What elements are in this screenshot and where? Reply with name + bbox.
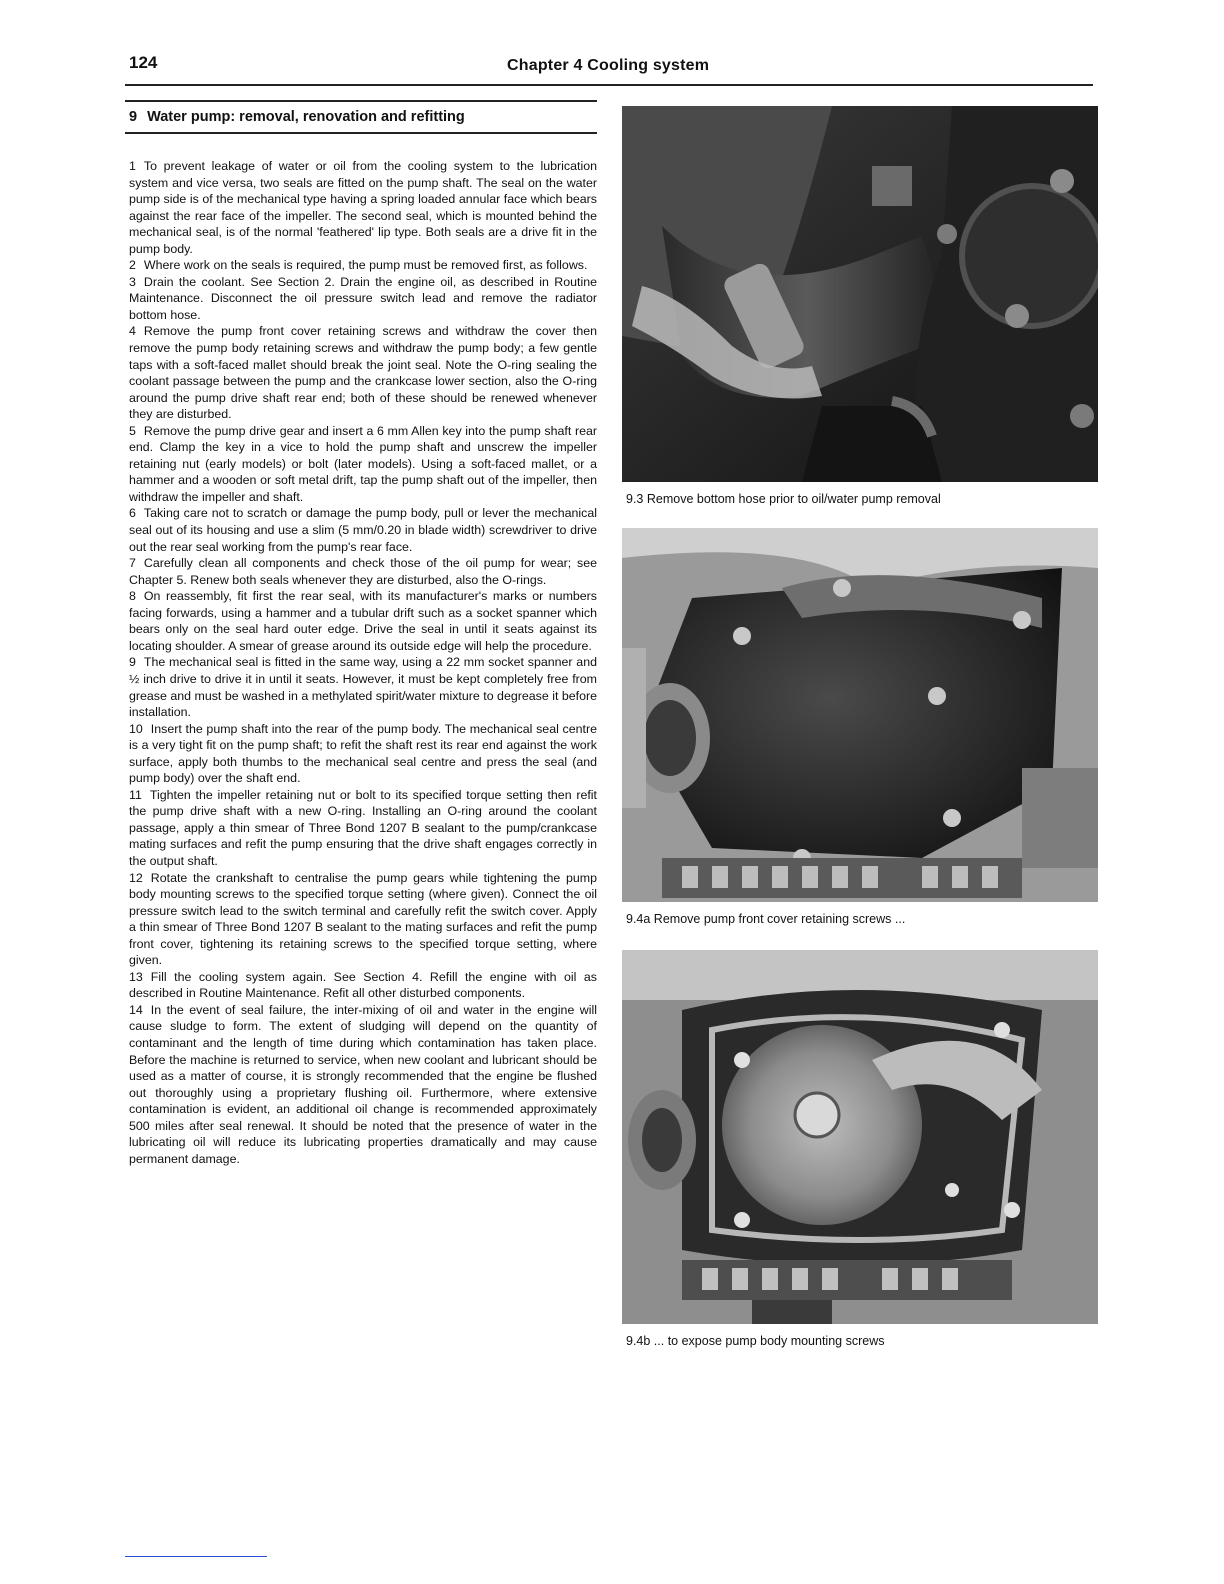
pump-body-photo	[622, 950, 1098, 1324]
paragraph-number: 8	[129, 589, 136, 604]
paragraph-text: The mechanical seal is fitted in the same way, using a 22 mm socket spanner and ½ inch drive to drive it in until it seats. However, it must be kept completely free from grease and must be washed in a methylated spirit/water mixture to degrease it before installation.	[129, 655, 597, 720]
paragraph-text: Tighten the impeller retaining nut or bolt to its specified torque setting then refit the pump drive shaft with a new O-ring. Installing an O-ring around the coolant passage, apply a thin smear of Three Bond 1207 B sealant to the pump/crankcase mating surfaces and refit the pump ensuring that the drive shaft engages correctly in the output shaft.	[129, 787, 597, 868]
paragraph-number: 10	[129, 721, 143, 736]
figure-caption: 9.4a Remove pump front cover retaining screws ...	[626, 912, 906, 926]
paragraph-text: Rotate the crankshaft to centralise the pump gears while tightening the pump body mounting screws to the specified torque setting (where given). Connect the oil pressure switch lead to the switch terminal and carefully refit the switch cover. Apply a thin smear of Three Bond 1207 B sealant to the mating surfaces and refit the pump front cover, tightening its retaining screws to the specified torque setting, where given.	[129, 870, 597, 968]
figure-9-4a	[622, 528, 1098, 926]
paragraph-number: 4	[129, 324, 136, 339]
engine-hose-photo	[622, 106, 1098, 482]
paragraph-number: 3	[129, 274, 136, 289]
paragraph	[129, 787, 597, 870]
figure-9-3	[622, 106, 1098, 506]
paragraph-number: 1	[129, 159, 136, 173]
paragraph-text: Fill the cooling system again. See Section 4. Refill the engine with oil as described in Routine Maintenance. Refit all other disturbed components.	[129, 969, 597, 1001]
paragraph-text: Remove the pump front cover retaining screws and withdraw the cover then remove the pump body retaining screws and withdraw the pump body; a few gentle taps with a soft-faced mallet should break the joint seal. Note the O-ring sealing the coolant passage between the pump and the crankcase lower section, also the O-ring around the pump drive shaft rear end; both of these should be renewed whenever they are disturbed.	[129, 324, 597, 422]
paragraph-text: Drain the coolant. See Section 2. Drain the engine oil, as described in Routine Maintenance. Disconnect the oil pressure switch lead and remove the radiator bottom hose.	[129, 274, 597, 322]
figure-photo	[622, 950, 1098, 1324]
paragraph-text: Where work on the seals is required, the pump must be removed first, as follows.	[143, 258, 588, 273]
paragraph-number: 14	[129, 1002, 143, 1017]
paragraph	[129, 969, 597, 1002]
figure-caption: 9.4b ... to expose pump body mounting screws	[626, 1334, 885, 1348]
page-header	[125, 52, 1093, 82]
paragraph-number: 12	[129, 870, 143, 885]
figure-caption: 9.3 Remove bottom hose prior to oil/water pump removal	[626, 492, 941, 506]
paragraph-text: In the event of seal failure, the inter-mixing of oil and water in the engine will cause sludge to form. The extent of sludging will depend on the quantity of contaminant and the length of time during which contamination has taken place. Before the machine is returned to service, when new coolant and lubricant should be used as a matter of course, it is strongly recommended that the engine be flushed out thoroughly using a proprietary flushing oil. Furthermore, where extensive contamination is evident, an additional oil change is recommended approximately 500 miles after seal renewal. It should be noted that the presence of water in the lubricating oil will reduce its lubricating properties dramatically and may cause permanent damage.	[129, 1002, 597, 1166]
paragraph-text: Carefully clean all components and check those of the oil pump for wear; see Chapter 5. Renew both seals whenever they are disturbed, also the O-rings.	[129, 556, 597, 587]
figure-photo	[622, 528, 1098, 902]
section-rule-top	[125, 100, 597, 102]
figure-9-4b	[622, 950, 1098, 1348]
paragraph-text: On reassembly, fit first the rear seal, with its manufacturer's marks or numbers facing forwards, using a hammer and a tubular drift such as a socket spanner which bears only on the seal hard outer edge. Drive the seal in until it seats against its locating shoulder. A smear of grease around its outside edge will help the procedure.	[129, 589, 597, 653]
paragraph-text: Taking care not to scratch or damage the pump body, pull or lever the mechanical seal out of its housing and use a slim (5 mm/0.20 in blade width) screwdriver to drive out the rear seal working from the pump's rear face.	[129, 506, 597, 554]
paragraph-number: 7	[129, 556, 136, 571]
paragraph-number: 2	[129, 258, 136, 273]
section-rule-bottom	[125, 132, 597, 134]
paragraph-number: 9	[129, 655, 136, 670]
section-heading	[129, 109, 597, 125]
paragraph-number: 6	[129, 506, 136, 521]
paragraph-text: Insert the pump shaft into the rear of the pump body. The mechanical seal centre is a very tight fit on the pump shaft; to refit the shaft rest its rear end against the work surface, apply both thumbs to the mechanical seal centre and press the seal (and pump body) over the shaft end.	[129, 721, 597, 786]
text-column	[125, 100, 597, 1167]
footer-rule	[125, 1556, 267, 1557]
paragraph	[129, 555, 597, 588]
paragraph	[129, 158, 597, 257]
paragraph	[129, 323, 597, 422]
paragraph	[129, 505, 597, 555]
paragraph	[129, 423, 597, 506]
paragraph-number: 5	[129, 423, 136, 438]
pump-cover-photo	[622, 528, 1098, 902]
header-rule	[125, 84, 1093, 86]
figure-photo	[622, 106, 1098, 482]
paragraph	[129, 1002, 597, 1167]
page-number: 124	[129, 53, 158, 72]
paragraph	[129, 654, 597, 720]
paragraph-text: Remove the pump drive gear and insert a 6 mm Allen key into the pump shaft rear end. Clamp the key in a vice to hold the pump shaft and unscrew the impeller retaining nut (early models) or bolt (later models). Using a soft-faced mallet, or a hammer and a wooden or soft metal drift, tap the pump shaft out of the impeller, then withdraw the impeller and shaft.	[129, 423, 597, 504]
section-title: Water pump: removal, renovation and refitting	[147, 109, 465, 125]
paragraph	[129, 721, 597, 787]
paragraph	[129, 588, 597, 654]
paragraph	[129, 274, 597, 324]
paragraph-number: 13	[129, 969, 143, 984]
paragraph	[129, 257, 597, 274]
chapter-title: Chapter 4 Cooling system	[507, 57, 710, 74]
paragraph-list	[125, 158, 597, 1167]
paragraph-text: To prevent leakage of water or oil from the cooling system to the lubrication system and vice versa, two seals are fitted on the pump shaft. The seal on the water pump side is of the mechanical type having a spring loaded annular face which bears against the rear face of the impeller. The second seal, which is mounted behind the mechanical seal, is of the normal 'feathered' lip type. Both seals are a drive fit in the pump body.	[129, 159, 597, 256]
section-number: 9	[129, 109, 138, 125]
paragraph-number: 11	[129, 787, 142, 802]
paragraph	[129, 870, 597, 969]
